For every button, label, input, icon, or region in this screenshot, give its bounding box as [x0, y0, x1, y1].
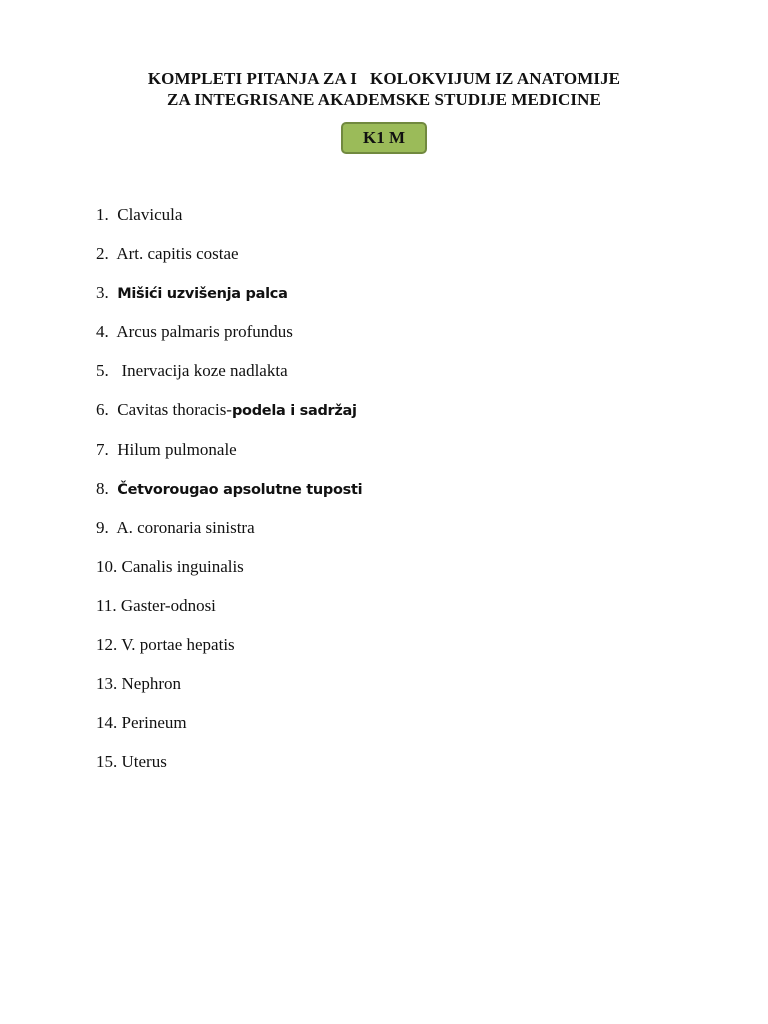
list-item — [96, 517, 362, 538]
list-item — [96, 478, 362, 499]
item-text-bold: Mišići uzvišenja palca — [117, 286, 288, 303]
item-number: 7. — [96, 439, 118, 459]
item-text: Hilum pulmonale — [117, 439, 237, 459]
item-number: 5. — [96, 361, 122, 381]
item-number: 13. — [96, 674, 122, 694]
item-number: 6. — [96, 400, 118, 420]
list-item — [96, 321, 362, 342]
set-code-badge: K1 M — [341, 122, 427, 154]
item-number: 10. — [96, 556, 122, 576]
document-header — [0, 68, 768, 110]
item-number: 2. — [96, 244, 117, 264]
list-item — [96, 751, 362, 772]
item-text-bold: podela i sadržaj — [231, 403, 357, 420]
page-title-line-1: KOMPLETI PITANJA ZA I KOLOKVIJUM IZ ANATOMIJE — [147, 69, 621, 88]
item-text: Cavitas thoracis- — [117, 400, 232, 420]
item-number: 4. — [96, 322, 117, 342]
item-text: V. portae hepatis — [121, 635, 235, 655]
list-item — [96, 360, 362, 381]
badge-container — [0, 122, 768, 154]
item-number: 8. — [96, 478, 118, 498]
list-item — [96, 595, 362, 616]
question-list — [96, 204, 362, 790]
item-text: Clavicula — [117, 205, 183, 224]
item-number: 14. — [96, 713, 122, 733]
item-text: Arcus palmaris profundus — [116, 322, 293, 342]
item-text: Perineum — [121, 713, 187, 733]
list-item — [96, 399, 362, 420]
list-item — [96, 204, 362, 225]
list-item — [96, 673, 362, 694]
list-item — [96, 439, 362, 460]
item-text: Canalis inguinalis — [121, 556, 244, 576]
page-title-line-2: ZA INTEGRISANE AKADEMSKE STUDIJE MEDICINE — [167, 90, 601, 109]
item-text: Art. capitis costae — [116, 244, 239, 264]
item-number: 3. — [96, 283, 118, 303]
list-item — [96, 556, 362, 577]
item-number: 12. — [96, 635, 122, 655]
item-number: 1. — [96, 205, 118, 224]
item-text: Inervacija koze nadlakta — [121, 361, 288, 381]
list-item — [96, 282, 362, 303]
list-item — [96, 634, 362, 655]
item-text: Gaster-odnosi — [120, 595, 216, 615]
item-text: Nephron — [121, 674, 181, 694]
item-number: 11. — [96, 595, 121, 615]
list-item — [96, 243, 362, 264]
item-number: 15. — [96, 752, 122, 772]
list-item — [96, 712, 362, 733]
item-text: A. coronaria sinistra — [116, 517, 255, 537]
item-number: 9. — [96, 517, 117, 537]
item-text: Uterus — [121, 752, 167, 772]
item-text-bold: Četvorougao apsolutne tuposti — [117, 481, 363, 498]
